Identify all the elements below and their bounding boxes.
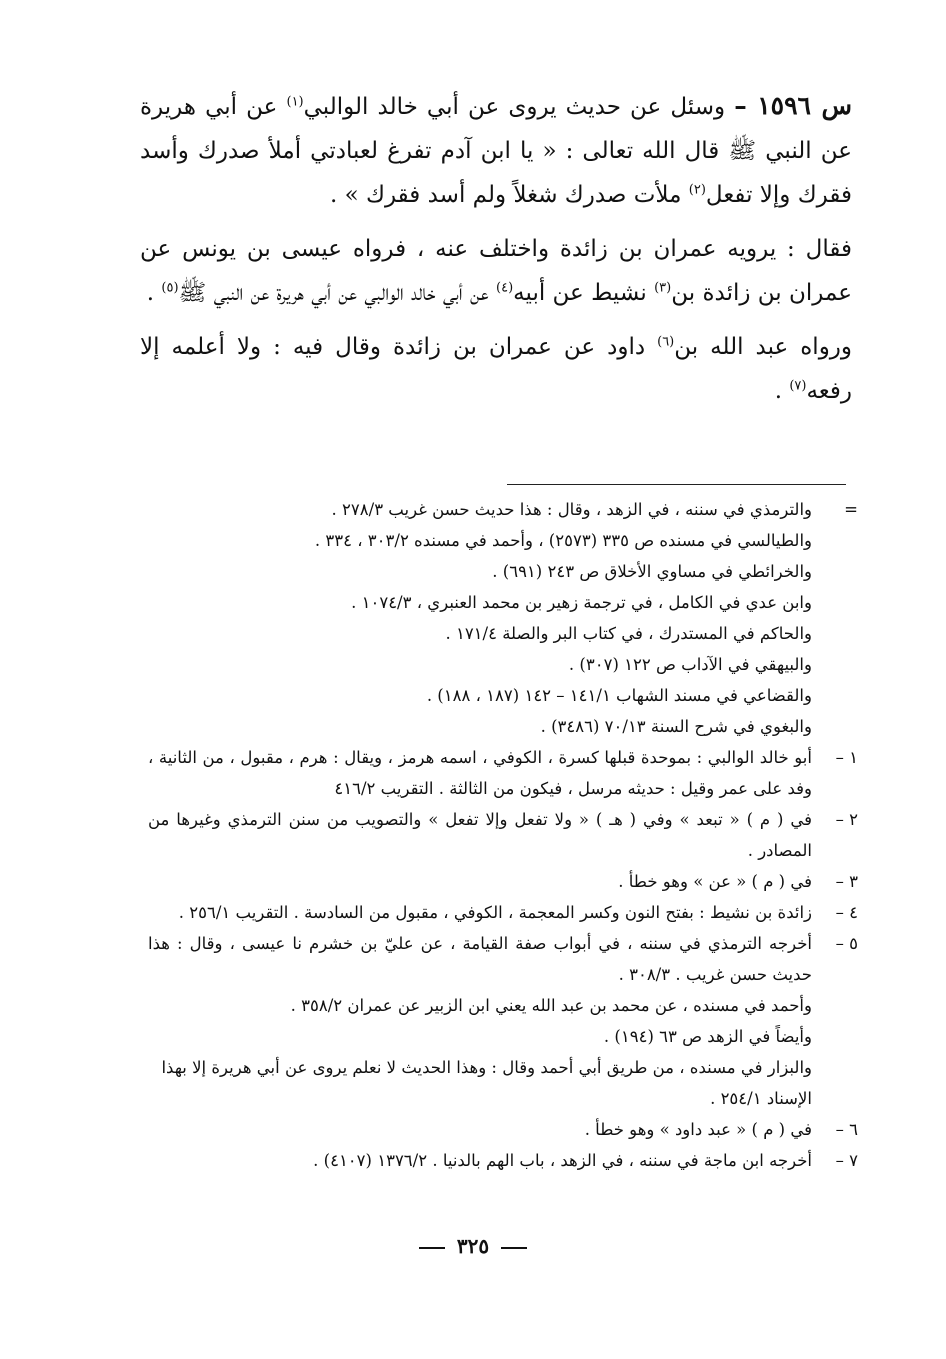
narration-text: ورواه عبد الله بن — [674, 334, 853, 360]
footnote-line: وابن عدي في الكامل ، في ترجمة زهير بن محمد العنبري ، ١٠٧٤/٣ . — [351, 593, 812, 612]
footnote-3 — [148, 866, 858, 897]
footnote-ref[interactable]: (٥) — [161, 280, 179, 296]
footnote-5 — [148, 928, 858, 990]
footnote-line: والحاكم في المستدرك ، في كتاب البر والصلة ١٧١/٤ . — [445, 624, 812, 643]
dash-right — [501, 1247, 527, 1249]
footnote-line: وأيضاً في الزهد ص ٦٣ (١٩٤) . — [603, 1027, 812, 1046]
footnote-text: في ( م ) « عن » وهو خطأ . — [618, 872, 812, 891]
answer-text: فقال : يرويه عمران بن زائدة واختلف عنه ، فرواه عيسى بن يونس عن عمران بن زائدة بن — [140, 236, 852, 306]
footnote-text: أخرجه الترمذي في سننه ، في أبواب صفة القيامة ، عن عليّ بن خشرم نا عيسى ، وقال : هذا حديث حسن غريب . ٣٠٨/٣ . — [148, 934, 812, 984]
footnote-ref[interactable]: (٤) — [496, 280, 514, 296]
dash-left — [419, 1247, 445, 1249]
answer-text: عن أبي خالد الوالبي عن أبي هريرة عن النبي ﷺ — [178, 280, 489, 306]
answer-paragraph — [140, 227, 852, 315]
narration-text: داود عن عمران بن زائدة وقال فيه : ولا أعلمه إلا رفعه — [140, 334, 852, 404]
page-number-footer — [0, 1234, 946, 1258]
footnote-number: ٧ – — [835, 1151, 858, 1170]
footnote-text: أبو خالد الوالبي : بموحدة قبلها كسرة ، الكوفي ، اسمه هرمز ، ويقال : هرم ، مقبول ، من الثانية ، وفد على عمر وقيل : حديثه مرسل ، فيكون من الثالثة . التقريب ٤١٦/٢ — [148, 748, 812, 798]
footnote-line: والترمذي في سننه ، في الزهد ، وقال : هذا حديث حسن غريب ٢٧٨/٣ . — [331, 500, 812, 519]
answer-text: نشيط عن أبيه — [513, 280, 647, 306]
question-text: عن أبي هريرة عن النبي ﷺ قال الله تعالى : « يا ابن آدم تفرغ لعبادتي أملأ صدرك وأسد فقرك وإلا تفعل — [140, 94, 852, 208]
continuation-mark: = — [844, 500, 858, 519]
footnote-6 — [148, 1114, 858, 1145]
footnote-number: ٢ – — [835, 810, 858, 829]
footnote-line: والبغوي في شرح السنة ٧٠/١٣ (٣٤٨٦) . — [540, 717, 812, 736]
footnote-number: ٤ – — [835, 903, 858, 922]
question-number: س ١٥٩٦ – — [734, 91, 852, 120]
footnote-text: أخرجه ابن ماجة في سننه ، في الزهد ، باب الهم بالدنيا . ١٣٧٦/٢ (٤١٠٧) . — [313, 1151, 812, 1170]
footnote-line: والطيالسي في مسنده ص ٣٣٥ (٢٥٧٣) ، وأحمد في مسنده ٣٠٣/٢ ، ٣٣٤ . — [314, 531, 812, 550]
narration-text: . — [774, 378, 783, 404]
main-text — [140, 84, 852, 413]
footnote-text: زائدة بن نشيط : بفتح النون وكسر المعجمة ، الكوفي ، مقبول من السادسة . التقريب ٢٥٦/١ . — [178, 903, 812, 922]
footnote-ref[interactable]: (١) — [286, 94, 304, 110]
footnote-number: ٣ – — [835, 872, 858, 891]
footnote-5-continued — [148, 990, 858, 1114]
footnote-2 — [148, 804, 858, 866]
footnote-line: وأحمد في مسنده ، عن محمد بن عبد الله يعني ابن الزبير عن عمران ٣٥٨/٢ . — [290, 996, 812, 1015]
footnote-line: والقضاعي في مسند الشهاب ١٤١/١ – ١٤٢ (١٨٧ ، ١٨٨) . — [426, 686, 812, 705]
footnote-ref[interactable]: (٣) — [654, 280, 672, 296]
answer-text: . — [146, 280, 155, 306]
footnote-separator — [507, 484, 846, 485]
footnote-text: في ( م ) « عبد داود » وهو خطأ . — [584, 1120, 812, 1139]
footnote-number: ٥ – — [835, 934, 858, 953]
footnote-number: ١ – — [835, 748, 858, 767]
footnote-continued — [148, 494, 858, 742]
narration-paragraph — [140, 325, 852, 413]
footnote-4 — [148, 897, 858, 928]
page-number: ٣٢٥ — [456, 1234, 490, 1258]
footnote-1 — [148, 742, 858, 804]
footnote-ref[interactable]: (٢) — [688, 182, 706, 198]
footnote-line: والبزار في مسنده ، من طريق أبي أحمد وقال : وهذا الحديث لا نعلم يروى عن أبي هريرة إلا بهذا الإسناد ٢٥٤/١ . — [161, 1058, 812, 1108]
footnotes — [148, 494, 858, 1176]
question-text: وسئل عن حديث يروى عن أبي خالد الوالبي — [303, 94, 726, 120]
footnote-line: والخرائطي في مساوي الأخلاق ص ٢٤٣ (٦٩١) . — [492, 562, 812, 581]
footnote-7 — [148, 1145, 858, 1176]
footnote-number: ٦ – — [835, 1120, 858, 1139]
footnote-text: في ( م ) « تبعد » وفي ( هـ ) « ولا تفعل وإلا تفعل » والتصويب من سنن الترمذي وغيرها من المصادر . — [148, 810, 812, 860]
footnote-ref[interactable]: (٧) — [789, 378, 807, 394]
question-text: ملأت صدرك شغلاً ولم أسد فقرك » . — [330, 182, 682, 208]
question-paragraph — [140, 84, 852, 217]
footnote-line: والبيهقي في الآداب ص ١٢٢ (٣٠٧) . — [568, 655, 812, 674]
footnote-ref[interactable]: (٦) — [657, 334, 675, 350]
